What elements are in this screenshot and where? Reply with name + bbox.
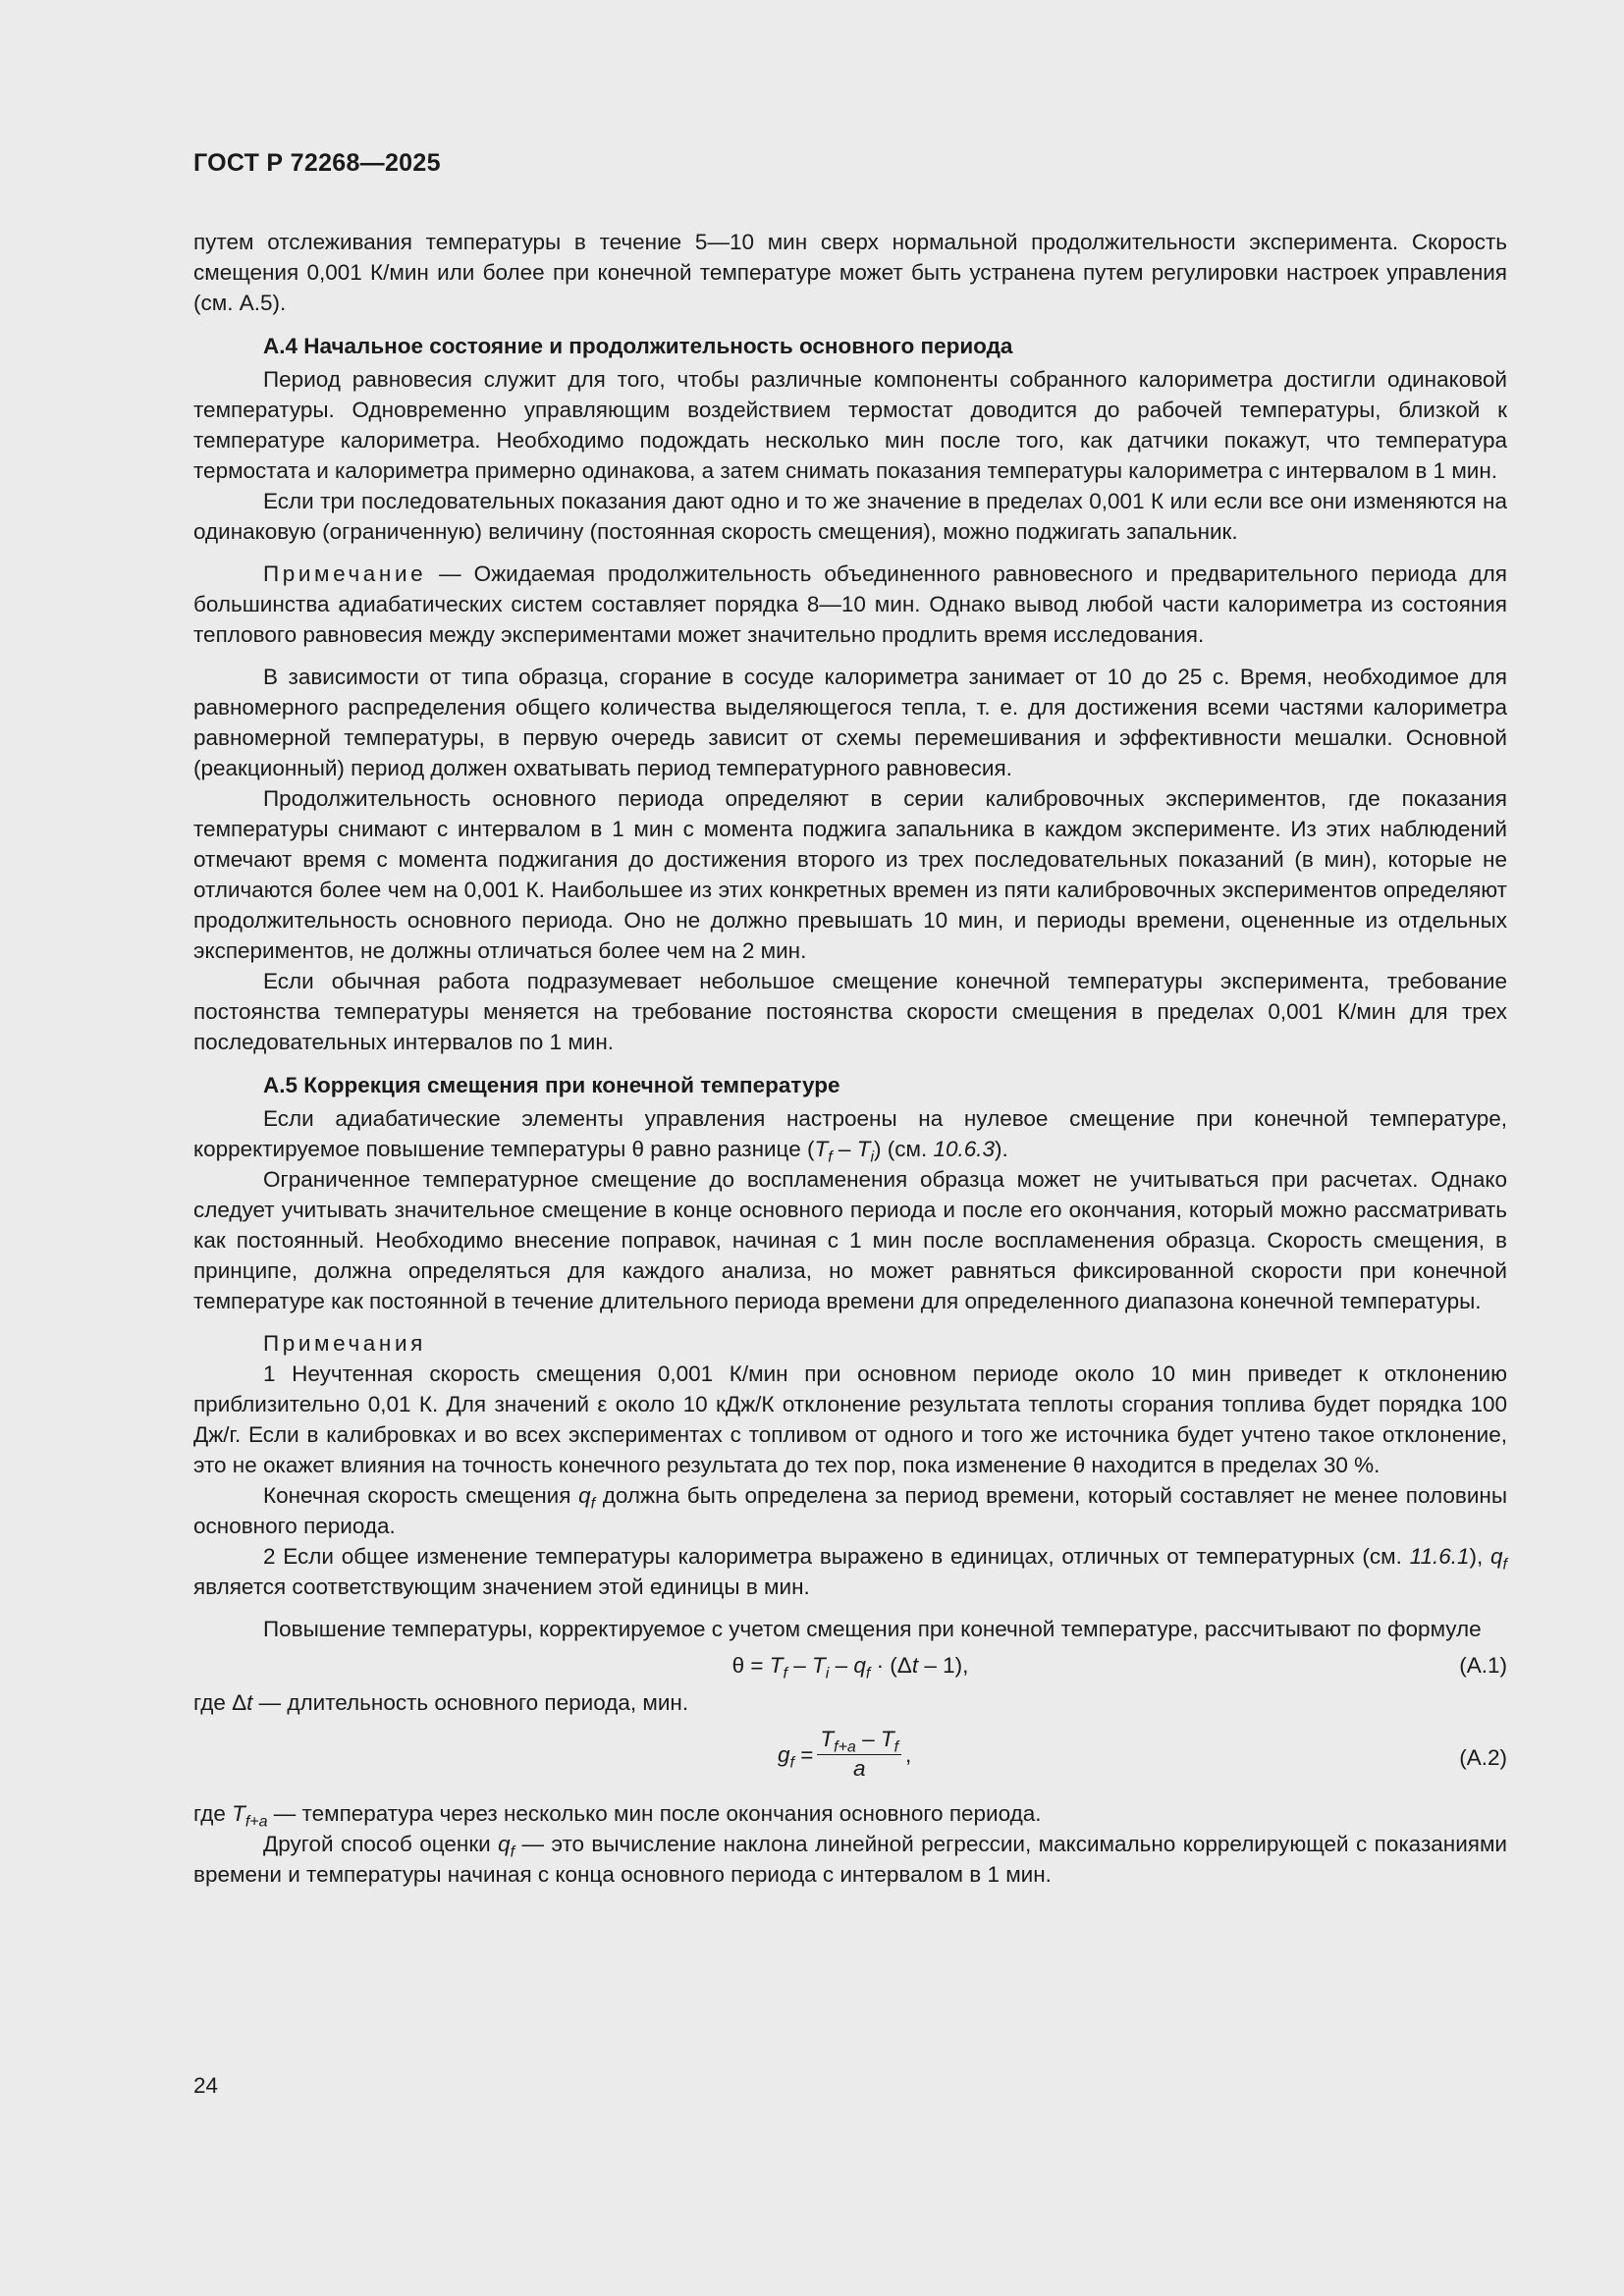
formula-a1-expression: $\theta = T_f - T_i - q_f \cdot (\Delta t - 1)$, bbox=[731, 1653, 969, 1682]
page-number: 24 bbox=[193, 2073, 219, 2098]
formula-a1 bbox=[193, 1644, 1507, 1687]
paragraph: Продолжительность основного периода определяют в серии калибровочных экспериментов, где показания температуры снимают с интервалом в 1 мин с момента поджига запальника в каждом эксперименте. Из этих наблюдений отмечают время с момента поджигания до достижения второго из трех последовательных показаний (в мин), которые не отличаются более чем на 0,001 К. Наибольшее из этих конкретных времен из пяти калибровочных экспериментов определяют продолжительность основного периода. Оно не должно превышать 10 мин, и периоды времени, оцененные из отдельных экспериментов, не должны отличаться более чем на 2 мин. bbox=[193, 786, 1507, 963]
note-2: 2 Если общее изменение температуры калориметра выражено в единицах, отличных от температурных (см. 11.6.1), $q_f$ является соответствующим значением этой единицы в мин. bbox=[193, 1544, 1507, 1599]
section-title-a4: А.4 Начальное состояние и продолжительность основного периода bbox=[263, 334, 1013, 358]
paragraph: путем отслеживания температуры в течение 5—10 мин сверх нормальной продолжительности эксперимента. Скорость смещения 0,001 К/мин или более при конечной температуре может быть устранена путем регулировки настроек управления (см. А.5). bbox=[193, 230, 1507, 315]
paragraph: Если обычная работа подразумевает небольшое смещение конечной температуры эксперимента, требование постоянства температуры меняется на требование постоянства скорости смещения в пределах 0,001 К/мин для трех последовательных интервалов по 1 мин. bbox=[193, 969, 1507, 1054]
text-run: где bbox=[193, 1801, 233, 1826]
paragraph: Повышение температуры, корректируемое с учетом смещения при конечной температуре, рассчитывают по формуле bbox=[263, 1617, 1482, 1641]
where-clause-1: где Δt — длительность основного периода, мин. bbox=[193, 1690, 689, 1715]
paragraph: Ограниченное температурное смещение до воспламенения образца может не учитываться при расчетах. Однако следует учитывать значительное смещение в конце основного периода и после его окончания, который можно рассматривать как постоянный. Необходимо внесение поправок, начиная с 1 мин после воспламенения образца. Скорость смещения, в принципе, должна определяться для каждого анализа, но может равняться фиксированной скорости при конечной температуре как постоянной в течение длительного периода времени для определенного диапазона конечной температуры. bbox=[193, 1167, 1507, 1313]
reference: 10.6.3 bbox=[933, 1137, 996, 1161]
text-run: — температура через несколько мин после окончания основного периода. bbox=[267, 1801, 1042, 1826]
note-1-continuation: Конечная скорость смещения $q_f$ должна быть определена за период времени, который составляет не менее половины основного периода. bbox=[193, 1483, 1507, 1538]
section-title-a5: А.5 Коррекция смещения при конечной температуре bbox=[263, 1073, 840, 1097]
page-body bbox=[193, 227, 1507, 1890]
notes-label-text: Примечания bbox=[263, 1331, 426, 1356]
paragraph: Если адиабатические элементы управления настроены на нулевое смещение при конечной температуре, корректируемое повышение температуры θ равно разнице $(T_f - T_i)$ (см. 10.6.3). bbox=[193, 1106, 1507, 1166]
formula-a2-expression: $g_f$ = $\frac{T_{f+a} - T_f}{a}$ , bbox=[778, 1727, 912, 1781]
text-run: Если адиабатические элементы управления настроены на нулевое смещение при конечной температуре, корректируемое повышение температуры θ равно разнице ( bbox=[193, 1106, 1507, 1161]
fraction: $\frac{T_{f+a} - T_f}{a}$ bbox=[817, 1726, 901, 1783]
text-run: ) (см. bbox=[874, 1137, 934, 1161]
text-run: ). bbox=[995, 1137, 1008, 1161]
text-run: где bbox=[193, 1690, 233, 1715]
text-run: 2 Если общее изменение температуры калориметра выражено в единицах, отличных от температурных (см. bbox=[263, 1544, 1410, 1569]
paragraph: Если три последовательных показания дают одно и то же значение в пределах 0,001 К или если все они изменяются на одинаковую (ограниченную) величину (постоянная скорость смещения), можно поджигать запальник. bbox=[193, 489, 1507, 544]
note-text: — Ожидаемая продолжительность объединенного равновесного и предварительного периода для большинства адиабатических систем составляет порядка 8—10 мин. Однако вывод любой части калориметра из состояния теплового равновесия между экспериментами может значительно продлить время исследования. bbox=[193, 561, 1507, 647]
paragraph: Другой способ оценки $q_f$ — это вычисление наклона линейной регрессии, максимально коррелирующей с показаниями времени и температуры начиная с конца основного периода с интервалом в 1 мин. bbox=[193, 1832, 1507, 1887]
note bbox=[193, 559, 1507, 650]
document-header: ГОСТ Р 72268—2025 bbox=[193, 149, 441, 177]
formula-a2-number: (А.2) bbox=[1459, 1745, 1507, 1770]
paragraph: В зависимости от типа образца, сгорание в сосуде калориметра занимает от 10 до 25 с. Время, необходимое для равномерного распределения общего количества выделяющегося тепла, т. е. для достижения всеми частями калориметра равномерной температуры, в первую очередь зависит от схемы перемешивания и эффективности мешалки. Основной (реакционный) период должен охватывать период температурного равновесия. bbox=[193, 665, 1507, 780]
reference: 11.6.1 bbox=[1409, 1544, 1470, 1569]
text-run: — это вычисление наклона линейной регрессии, максимально коррелирующей с показаниями времени и температуры начиная с конца основного периода с интервалом в 1 мин. bbox=[193, 1832, 1507, 1887]
text-run: ), bbox=[1469, 1544, 1491, 1569]
note-label: Примечание bbox=[263, 561, 427, 586]
notes-label bbox=[193, 1328, 1507, 1359]
text-run: является соответствующим значением этой единицы в мин. bbox=[193, 1575, 810, 1599]
text-run: Конечная скорость смещения bbox=[263, 1483, 579, 1508]
note-1: 1 Неучтенная скорость смещения 0,001 К/мин при основном периоде около 10 мин приведет к отклонению приблизительно 0,01 К. Для значений ε около 10 кДж/К отклонение результата теплоты сгорания топлива будет порядка 100 Дж/г. Если в калибровках и во всех экспериментах с топливом от одного и того же источника будет учтено такое отклонение, это не окажет влияния на точность конечного результата до тех пор, пока изменение θ находится в пределах 30 %. bbox=[193, 1362, 1507, 1477]
text-run: должна быть определена за период времени, который составляет не менее половины основного периода. bbox=[193, 1483, 1507, 1538]
where-clause-2: где $T_{f+a}$ — температура через несколько мин после окончания основного периода. bbox=[193, 1801, 1042, 1831]
formula-a1-number: (А.1) bbox=[1459, 1653, 1507, 1678]
paragraph: Период равновесия служит для того, чтобы различные компоненты собранного калориметра достигли одинаковой температуры. Одновременно управляющим воздействием термостат доводится до рабочей температуры, близкой к температуре калориметра. Необходимо подождать несколько мин после того, как датчики покажут, что температура термостата и калориметра примерно одинакова, а затем снимать показания температуры калориметра с интервалом в 1 мин. bbox=[193, 367, 1507, 483]
formula-a2 bbox=[193, 1718, 1507, 1798]
text-run: — длительность основного периода, мин. bbox=[252, 1690, 689, 1715]
text-run: Другой способ оценки bbox=[263, 1832, 499, 1856]
